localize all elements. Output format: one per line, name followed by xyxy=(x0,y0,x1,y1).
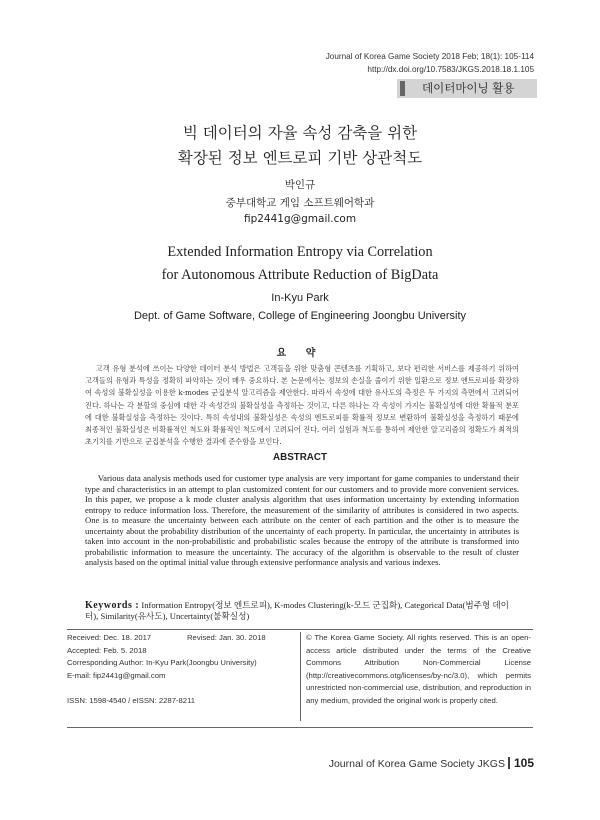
revised-date: Revised: Jan. 30. 2018 xyxy=(187,633,266,642)
corresponding-author: Corresponding Author: In-Kyu Park(Joongbu University) xyxy=(67,658,257,667)
author-name-ko: 박인규 xyxy=(284,179,316,191)
author-affiliation-ko: 중부대학교 게임 소프트웨어학과 xyxy=(225,197,375,209)
license-notice: © The Korea Game Society. All rights reserved. This is an open-access article distributed under the terms of the Creative Commons Attribution Non-Commercial License (http://creativecommons.otg/licenses/by-nc/3.0), which permits unrestricted non-commercial use, distribution, and reproduction in any medium, provided the original work is properly cited. xyxy=(306,633,531,705)
english-title xyxy=(0,241,600,287)
footer-divider xyxy=(67,727,533,728)
category-bar-marker xyxy=(400,81,405,96)
page-number: 105 xyxy=(513,756,534,770)
footnote-column-divider xyxy=(300,632,301,721)
author-affiliation-en: Dept. of Game Software, College of Engineering Joongbu University xyxy=(133,310,466,322)
article-history xyxy=(67,632,303,707)
footnote-divider xyxy=(67,629,533,630)
corresponding-email[interactable]: E-mail: fip2441g@gmail.com xyxy=(67,670,166,680)
received-date: Received: Dec. 18. 2017 xyxy=(67,633,152,642)
english-abstract-heading: ABSTRACT xyxy=(273,452,327,463)
korean-title xyxy=(0,121,600,171)
author-name-en: In-Kyu Park xyxy=(271,292,329,304)
journal-info xyxy=(326,50,534,76)
category-banner xyxy=(397,79,537,98)
category-label: 데이터마이닝 활용 xyxy=(422,81,515,95)
footer-journal-name: Journal of Korea Game Society JKGS xyxy=(328,758,505,770)
korean-title-line-1: 빅 데이터의 자율 속성 감축을 위한 xyxy=(182,124,418,142)
korean-abstract-heading: 요 약 xyxy=(276,348,324,359)
keywords-label: Keywords : xyxy=(85,600,140,611)
keywords xyxy=(85,600,519,622)
journal-citation: Journal of Korea Game Society 2018 Feb; 18(1): 105-114 xyxy=(325,52,534,61)
page-footer xyxy=(329,756,534,770)
accepted-date: Accepted: Feb. 5. 2018 xyxy=(67,645,147,655)
english-title-line-2: for Autonomous Attribute Reduction of BigData xyxy=(161,267,439,283)
doi-link[interactable]: http://dx.doi.org/10.7583/JKGS.2018.18.1.105 xyxy=(367,65,534,74)
footer-separator xyxy=(508,757,510,769)
korean-title-line-2: 확장된 정보 엔트로피 기반 상관척도 xyxy=(177,149,423,167)
english-title-line-1: Extended Information Entropy via Correlation xyxy=(167,244,433,260)
keywords-list: Information Entropy(정보 엔트로피), K-modes Clustering(k-모드 군집화), Categorical Data(범주형 데이터), Similarity(유사도), Uncertainty(불확실성) xyxy=(85,600,509,621)
issn: ISSN: 1598-4540 / eISSN: 2287-8211 xyxy=(67,695,196,705)
english-abstract-body: Various data analysis methods used for customer type analysis are very important for game companies to understand their type and characteristics in an attempt to plan customized content for our customers and to provide more convenient services. In this paper, we propose a k mode cluster analysis algorithm that uses information uncertainty by extending information entropy to reduce information loss. Therefore, the measurement of the similarity of attributes is considered in two aspects. One is to measure the uncertainty between each attribute on the center of each partition and the other is to measure the uncertainty about the probability distribution of the uncertainty of each property. In particular, the uncertainty in attributes is taken into account in the non-probabilistic and probabilistic scales because the entropy of the attribute is transformed into probabilistic information to measure the uncertainty. The accuracy of the algorithm is observable to the result of cluster analysis based on the optimal initial value through extensive performance analysis and various indexes. xyxy=(85,473,519,568)
author-email[interactable]: fip2441g@gmail.com xyxy=(243,213,357,225)
korean-abstract-body: 고객 유형 분석에 쓰이는 다양한 데이터 분석 방법은 고객들을 위한 맞춤형 콘텐츠를 기획하고, 보다 편리한 서비스를 제공하기 위하여 고객들의 유형과 특성을 정확히 파악하는 것이 매우 중요하다. 본 논문에서는 정보의 손실을 줄이기 위한 일환으로 정보 엔트로피를 확장하여 속성의 불확실성을 이용한 k-modes 군집분석 알고리즘을 제안한다. 따라서 속성에 대한 유사도의 측정은 두 가지의 측면에서 고려되어진다. 하나는 각 분할의 중심에 대한 각 속성간의 불확실성을 측정하는 것이고, 다른 하나는 각 속성이 가지는 불확실성에 대한 확률적 분포에 대한 불확실성을 측정하는 것이다. 특히 속성내의 불확실성은 속성의 엔트로피를 확률적 정보로 변환하여 불확실성을 측정하기 때문에 최종적인 불확실성은 비확률적인 척도와 확률적인 척도에서 고려되어 진다. 여러 실험과 척도를 통하여 제안한 알고리즘의 정확도가 최적의 초기치를 기반으로 군집분석을 수행한 결과에 준수함을 보인다. xyxy=(85,364,519,447)
